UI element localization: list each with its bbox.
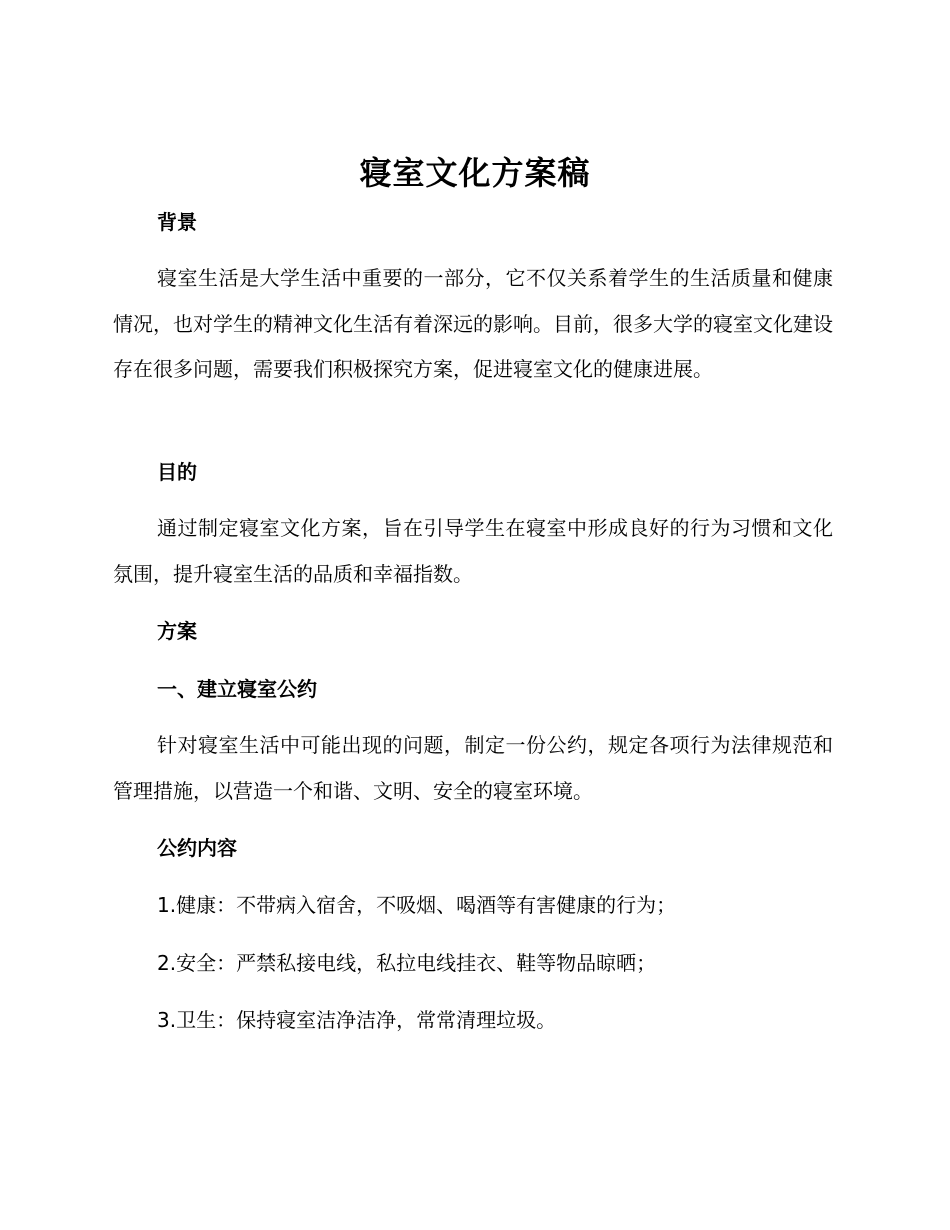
document-title: 寝室文化方案稿 (359, 154, 591, 192)
list-item-hygiene: 3.卫生：保持寝室洁净洁净，常常清理垃圾。 (157, 1008, 557, 1032)
heading-purpose: 目的 (157, 460, 197, 484)
paragraph-background: 寝室生活是大学生活中重要的一部分，它不仅关系着学生的生活质量和健康情况，也对学生的精神文化生活有着深远的影响。目前，很多大学的寝室文化建设存在很多问题，需要我们积极探究方案，促进寝室文化的健康进展。 (113, 266, 833, 381)
heading-plan: 方案 (157, 619, 197, 643)
heading-section-covenant: 一、建立寝室公约 (157, 677, 317, 701)
paragraph-covenant: 针对寝室生活中可能出现的问题，制定一份公约，规定各项行为法律规范和管理措施，以营造一个和谐、文明、安全的寝室环境。 (113, 733, 833, 803)
list-item-health: 1.健康：不带病入宿舍，不吸烟、喝酒等有害健康的行为； (157, 893, 677, 917)
heading-covenant-content: 公约内容 (157, 836, 237, 860)
list-item-safety: 2.安全：严禁私接电线，私拉电线挂衣、鞋等物品晾晒； (157, 951, 657, 975)
heading-background: 背景 (157, 210, 197, 234)
paragraph-purpose: 通过制定寝室文化方案，旨在引导学生在寝室中形成良好的行为习惯和文化氛围，提升寝室生活的品质和幸福指数。 (113, 516, 833, 586)
